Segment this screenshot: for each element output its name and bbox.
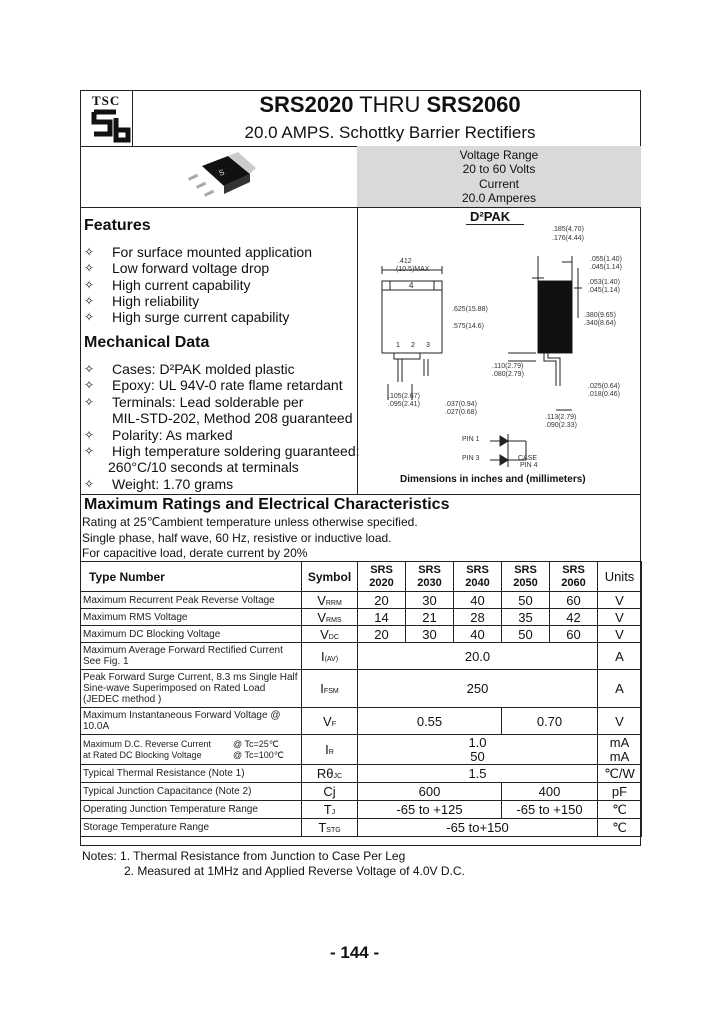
ratings-table [80,561,642,837]
diamond-star-icon: ✧ [84,310,95,324]
part-header: SRS 2040 [454,562,502,592]
part-header: SRS 2020 [358,562,406,592]
table-cell: TJ [302,801,358,819]
dimension-label: .575(14.6) [452,323,484,330]
table-cell: Maximum Recurrent Peak Reverse Voltage [81,592,302,609]
table-row [81,626,642,643]
table-cell: IR [302,735,358,765]
dimension-label: .340(8.64) [584,320,616,327]
table-cell: 1.5 [358,765,598,783]
current-value: 20.0 Amperes [461,191,537,205]
table-row [81,643,642,670]
table-cell: 0.70 [502,708,598,735]
table-cell: TSTG [302,819,358,837]
table-cell: ℃ [598,819,642,837]
diamond-star-icon: ✧ [84,378,95,392]
dimension-label: .110(2.79) [492,363,524,370]
max-ratings-heading: Maximum Ratings and Electrical Characteristics [84,496,450,513]
pin-label: CASE [518,455,538,462]
table-row [81,592,642,609]
table-cell: 14 [358,609,406,626]
type-number-header: Type Number [81,562,302,592]
diamond-star-icon: ✧ [84,278,95,292]
table-cell: Typical Junction Capacitance (Note 2) [81,783,302,801]
table-cell: Maximum Average Forward Rectified Current See Fig. 1 [81,643,302,670]
part-header: SRS 2030 [406,562,454,592]
pin-label: 2 [411,342,415,349]
table-cell: VDC [302,626,358,643]
divider [466,224,524,225]
table-row [81,819,642,837]
table-cell: -65 to+150 [358,819,598,837]
pin-label: 4 [409,281,414,290]
dimension-label: .045(1.14) [588,287,620,294]
table-cell: V [598,592,642,609]
page-number: - 144 - [330,943,380,962]
diamond-star-icon: ✧ [84,477,95,491]
company-logo-icon [90,108,132,144]
diamond-star-icon: ✧ [84,395,95,409]
svg-text:S: S [217,167,226,178]
divider [80,494,641,495]
pin-label: 3 [426,342,430,349]
dimensions-caption: Dimensions in inches and (millimeters) [400,474,586,485]
table-cell: VRMS [302,609,358,626]
features-heading: Features [84,217,151,234]
divider [132,90,133,146]
table-row [81,670,642,708]
pin-label: PIN 3 [462,455,480,462]
table-cell: IFSM [302,670,358,708]
table-cell: Maximum DC Blocking Voltage [81,626,302,643]
units-header: Units [598,562,642,592]
part-header: SRS 2050 [502,562,550,592]
dimension-label: .185(4.70) [552,226,584,233]
dimension-label: .080(2.79) [492,371,524,378]
table-cell: Maximum D.C. Reverse Current @ Tc=25℃ at Rated DC Blocking Voltage @ Tc=100℃ [81,735,302,765]
dimension-label: .625(15.88) [452,306,488,313]
pin-label: PIN 1 [462,436,480,443]
table-cell: 30 [406,626,454,643]
table-cell: 42 [550,609,598,626]
table-cell: 60 [550,592,598,609]
table-cell: ℃/W [598,765,642,783]
features-list: ✧ For surface mounted application ✧ Low forward voltage drop ✧ High current capability ✧ High reliability ✧ High surge current capability [84,244,312,325]
table-cell: 20 [358,592,406,609]
table-cell: 600 [358,783,502,801]
table-cell: Storage Temperature Range [81,819,302,837]
table-cell: mA mA [598,735,642,765]
dimension-label: .027(0.68) [445,409,477,416]
dimension-label: .412 [398,258,412,265]
dimension-label: .018(0.46) [588,391,620,398]
table-cell: 21 [406,609,454,626]
dimension-label: .055(1.40) [590,256,622,263]
dimension-label: .095(2.41) [388,401,420,408]
mechanical-heading: Mechanical Data [84,334,210,351]
table-cell: I(AV) [302,643,358,670]
rating-note: For capacitive load, derate current by 20% [82,546,308,560]
page-subtitle: 20.0 AMPS. Schottky Barrier Rectifiers [244,123,536,142]
table-cell: VF [302,708,358,735]
note-line: Notes: 1. Thermal Resistance from Junction to Case Per Leg [82,849,406,863]
table-row [81,735,642,765]
table-row [81,783,642,801]
pin-label: PIN 4 [520,462,538,469]
table-cell: pF [598,783,642,801]
table-row [81,609,642,626]
table-cell: 250 [358,670,598,708]
dimension-label: .037(0.94) [445,401,477,408]
dimension-label: .113(2.79) [545,414,577,421]
table-cell: -65 to +125 [358,801,502,819]
dimension-label: .176(4.44) [552,235,584,242]
table-cell: Operating Junction Temperature Range [81,801,302,819]
table-cell: Cj [302,783,358,801]
dimension-label: .105(2.67) [388,393,420,400]
table-cell: A [598,670,642,708]
table-cell: 50 [502,592,550,609]
dimension-label: .090(2.33) [545,422,577,429]
pin-label: 1 [396,342,400,349]
table-cell: 40 [454,592,502,609]
table-cell: Peak Forward Surge Current, 8.3 ms Single Half Sine-wave Superimposed on Rated Load (JEDEC method ) [81,670,302,708]
dimension-label: .053(1.40) [588,279,620,286]
table-cell: V [598,708,642,735]
part-header: SRS 2060 [550,562,598,592]
ratings-summary-box [357,146,641,207]
dimension-label: .025(0.64) [588,383,620,390]
table-cell: ℃ [598,801,642,819]
table-cell: Typical Thermal Resistance (Note 1) [81,765,302,783]
package-photo [178,152,258,204]
table-cell: 1.0 50 [358,735,598,765]
table-cell: 20 [358,626,406,643]
notes [82,849,465,879]
note-line: 2. Measured at 1MHz and Applied Reverse Voltage of 4.0V D.C. [124,864,465,878]
rating-note: Single phase, half wave, 60 Hz, resistive or inductive load. [82,531,392,545]
table-cell: RθJC [302,765,358,783]
rating-note: Rating at 25℃ambient temperature unless otherwise specified. [82,515,418,529]
table-cell: VRRM [302,592,358,609]
table-row [81,708,642,735]
table-cell: V [598,626,642,643]
table-cell: 28 [454,609,502,626]
table-row [81,765,642,783]
dimension-label: .380(9.65) [584,312,616,319]
diamond-star-icon: ✧ [84,294,95,308]
table-cell: 0.55 [358,708,502,735]
table-cell: 400 [502,783,598,801]
table-cell: 20.0 [358,643,598,670]
table-cell: 60 [550,626,598,643]
diamond-star-icon: ✧ [84,428,95,442]
table-row [81,801,642,819]
page-title: SRS2020 THRU SRS2060 [259,92,521,117]
diamond-star-icon: ✧ [84,261,95,275]
table-cell: A [598,643,642,670]
package-label: D²PAK [470,209,511,224]
table-cell: Maximum Instantaneous Forward Voltage @ 10.0A [81,708,302,735]
voltage-range-label: Voltage Range [459,148,539,162]
table-cell: Maximum RMS Voltage [81,609,302,626]
table-cell: -65 to +150 [502,801,598,819]
diamond-star-icon: ✧ [84,245,95,259]
diamond-star-icon: ✧ [84,362,95,376]
table-cell: 40 [454,626,502,643]
table-cell: V [598,609,642,626]
current-label: Current [478,177,519,191]
voltage-range-value: 20 to 60 Volts [462,162,536,176]
table-header-row [81,562,642,592]
table-cell: 50 [502,626,550,643]
mechanical-list: ✧ Cases: D²PAK molded plastic ✧ Epoxy: UL 94V-0 rate flame retardant ✧ Terminals: Lead solderable per MIL-STD-202, Method 208 guaranteed ✧ Polarity: As marked ✧ High temperature soldering guaranteed: 260°C/10 seconds at terminals ✧ Weight: 1.70 grams [84,361,360,492]
divider [80,207,641,208]
table-cell: 35 [502,609,550,626]
dimension-label: (10.5)MAX [396,266,430,273]
diamond-star-icon: ✧ [84,444,95,458]
table-cell: 30 [406,592,454,609]
dimension-label: .045(1.14) [590,264,622,271]
symbol-header: Symbol [302,562,358,592]
company-logo-text: TSC [92,93,121,108]
